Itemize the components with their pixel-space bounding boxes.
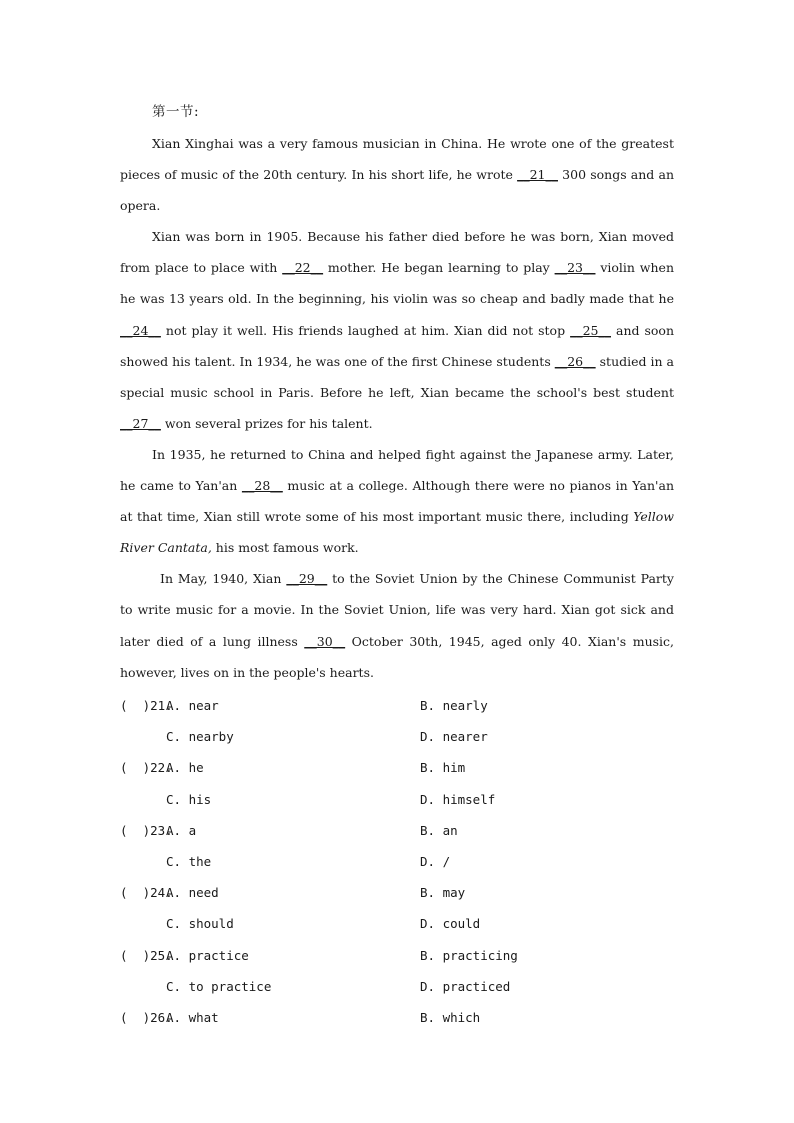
- option-c: C. should: [166, 916, 234, 932]
- question-number: ( )22.: [120, 760, 173, 776]
- option-d: D. could: [420, 916, 481, 932]
- option-b: B. may: [420, 885, 466, 901]
- option-a: A. practice: [166, 947, 249, 963]
- blank-number: __23__: [554, 260, 596, 276]
- passage-text: music at a college. Although there were no pianos in Yan'an at that time, Xian still wrote some of his most important music there, including: [120, 478, 674, 525]
- passage-text: 300 songs and an opera.: [120, 167, 675, 214]
- question-row: [120, 877, 680, 908]
- blank-number: __21__: [517, 167, 558, 183]
- blank-number: __29__: [286, 571, 328, 587]
- option-d: D. practiced: [420, 978, 511, 994]
- passage-text: In 1935, he returned to China and helped fight against the Japanese army. Later, he came to Yan'an: [120, 446, 674, 494]
- passage-paragraph: [120, 439, 674, 563]
- option-a: A. he: [166, 760, 204, 776]
- blank-number: __25__: [570, 322, 611, 338]
- question-number: ( )21.: [120, 698, 173, 713]
- option-c: C. the: [166, 853, 212, 869]
- question-row: [120, 690, 680, 721]
- question-row-options: [120, 846, 680, 877]
- question-number: ( )23.: [120, 822, 173, 838]
- passage-text: not play it well. His friends laughed at him. Xian did not stop: [160, 322, 571, 338]
- passage-paragraph: [120, 221, 674, 439]
- question-number: ( )26.: [120, 1009, 173, 1025]
- passage-text: to the Soviet Union by the Chinese Communist Party to write music for a movie. In the Soviet Union, life was very hard. Xian got sick and later died of a lung illness: [120, 571, 674, 649]
- option-b: B. nearly: [420, 698, 488, 713]
- question-row-options: [120, 721, 680, 752]
- option-d: D. himself: [420, 791, 496, 807]
- question-row-options: [120, 971, 680, 1002]
- passage-text: In May, 1940, Xian: [160, 571, 287, 587]
- question-row: [120, 1002, 680, 1033]
- option-c: C. to practice: [166, 978, 272, 994]
- passage-paragraph: [120, 563, 674, 687]
- passage-text: his most famous work.: [211, 540, 359, 556]
- option-b: B. him: [420, 760, 466, 776]
- blank-number: __24__: [120, 322, 161, 338]
- passage-text: Xian Xinghai was a very famous musician in China. He wrote one of the greatest pieces of music of the 20th century. In his short life, he wrote: [120, 136, 674, 183]
- question-number: ( )24.: [120, 885, 173, 901]
- option-a: A. what: [166, 1009, 219, 1025]
- passage-text: violin when he was 13 years old. In the beginning, his violin was so cheap and badly made that he: [120, 260, 674, 307]
- cloze-passage: [120, 128, 674, 688]
- passage-text: studied in a special music school in Paris. Before he left, Xian became the school's best student: [120, 353, 674, 400]
- question-row: [120, 752, 680, 783]
- blank-number: __26__: [554, 353, 596, 369]
- option-c: C. his: [166, 791, 212, 807]
- passage-text: and soon showed his talent. In 1934, he was one of the first Chinese students: [120, 322, 675, 369]
- question-row-options: [120, 908, 680, 939]
- option-b: B. practicing: [420, 947, 518, 963]
- option-b: B. an: [420, 822, 458, 838]
- question-row-options: [120, 784, 680, 815]
- blank-number: __22__: [282, 260, 324, 276]
- passage-text: mother. He began learning to play: [323, 260, 555, 276]
- question-list: [120, 690, 680, 1033]
- passage-text: Xian was born in 1905. Because his father died before he was born, Xian moved from place to place with: [120, 229, 674, 276]
- blank-number: __28__: [241, 478, 283, 494]
- blank-number: __30__: [304, 633, 346, 649]
- question-row: [120, 815, 680, 846]
- option-a: A. a: [166, 822, 197, 838]
- option-c: C. nearby: [166, 729, 234, 745]
- option-a: A. near: [166, 698, 219, 713]
- passage-paragraph: [120, 128, 674, 221]
- option-d: D. nearer: [420, 729, 488, 745]
- question-number: ( )25.: [120, 947, 173, 963]
- passage-text: won several prizes for his talent.: [160, 415, 373, 431]
- option-a: A. need: [166, 885, 219, 901]
- question-row: [120, 940, 680, 971]
- option-d: D. /: [420, 853, 451, 869]
- italic-title: Yellow River Cantata,: [120, 509, 674, 556]
- option-b: B. which: [420, 1009, 481, 1025]
- section-title: 第一节:: [152, 104, 200, 120]
- blank-number: __27__: [120, 415, 161, 431]
- passage-text: October 30th, 1945, aged only 40. Xian's music, however, lives on in the people's hearts.: [120, 633, 675, 680]
